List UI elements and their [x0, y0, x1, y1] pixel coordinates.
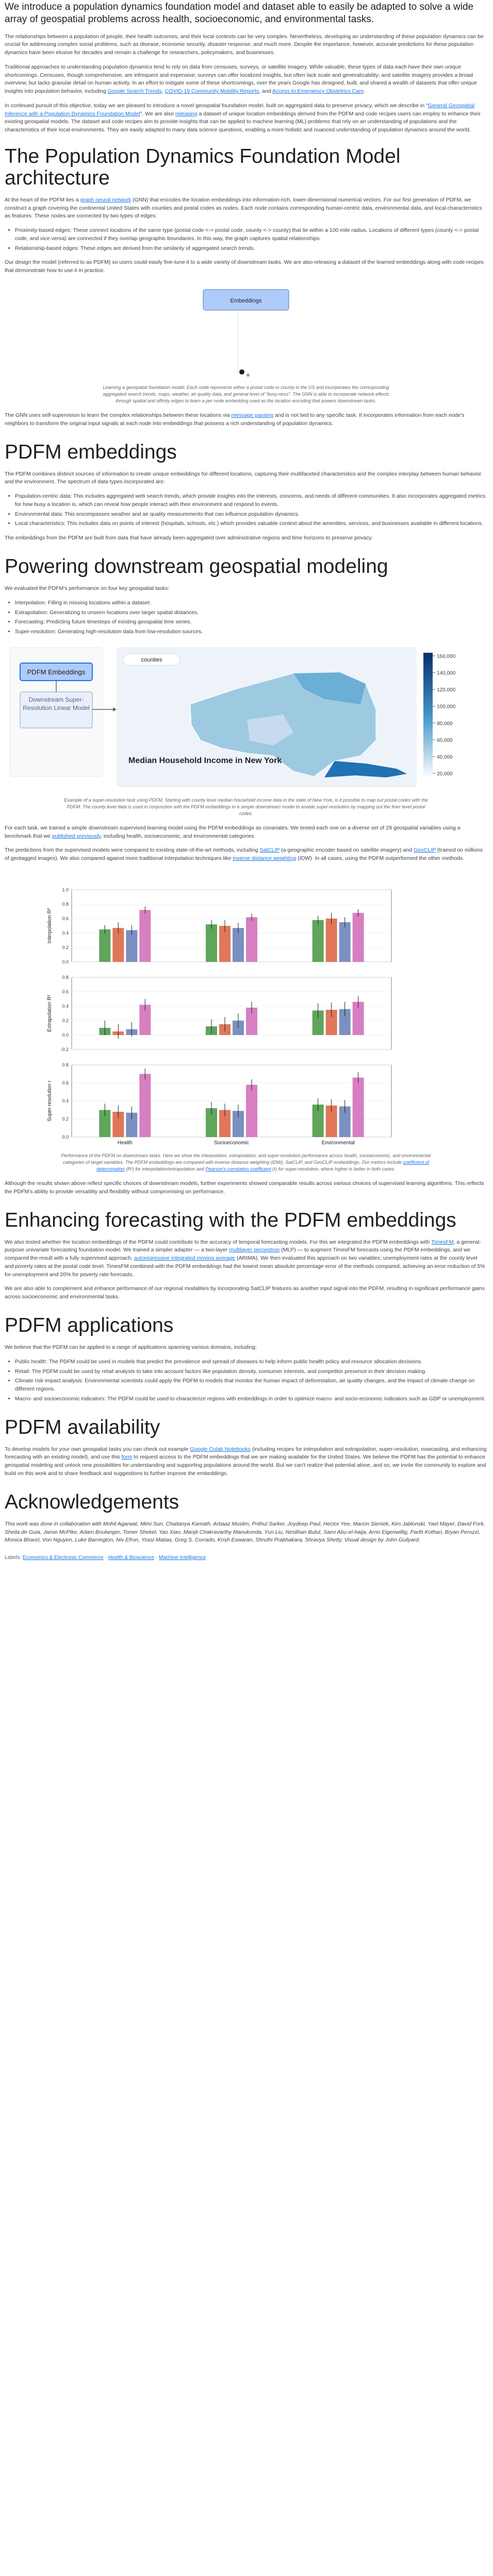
perf-caption-text-b: (R²) for interpolation/extrapolation and	[126, 1166, 204, 1172]
x-tick-label: Environmental	[321, 1140, 355, 1146]
label-link[interactable]: Machine Intelligence	[159, 1555, 206, 1561]
intro-paragraph-3	[5, 102, 487, 134]
graph-node	[247, 374, 250, 377]
y-tick-label: 0.8	[62, 974, 69, 980]
intro-p3-text-b: ". We are also	[140, 110, 174, 117]
link-timesfm[interactable]: TimesFM	[431, 1239, 454, 1245]
link-colab-notebooks[interactable]: Google Colab Notebooks	[190, 1446, 251, 1452]
link-geoclip[interactable]: GeoCLIP	[414, 847, 436, 854]
list-item: • Retail: The PDFM could be used by retail analysts to take into account factors like population density, consumer interests, and competitor presence in their decision making.	[15, 1368, 487, 1376]
fc-p1-text-d: (ARIMA). We then evaluated this approach on two variables: unemployment rates at the county level and poverty rates at the postal code level. TimesFM combined with the PDFM embeddings had the lowest mean absolute percentage error of the methods compared, achieving an error reduction of 5% for unemployment and 20% for poverty rate forecasts.	[5, 1255, 485, 1278]
link-arima[interactable]: autoregressive integrated moving average	[134, 1255, 236, 1262]
list-item: • Proximity-based edges: These connect locations of the same type (postal code <-> postal code, county <-> county) that lie within a 100 mile radius. Locations of different types (county <-> postal code, and vice versa) are connected if they overlap geographic boundaries. In this way, the graph captures spatial relationships.	[15, 227, 487, 243]
y-tick-label: 0.0	[62, 1134, 69, 1140]
forecasting-title: Enhancing forecasting with the PDFM embeddings	[5, 1209, 456, 1231]
list-item: • Local characteristics: This includes data on points of interest (hospitals, schools, etc.) which provides valuable context about the amenities, services, and businesses available in different locations.	[15, 520, 487, 528]
y-tick-label: 0.0	[62, 1032, 69, 1038]
link-published-previously[interactable]: published previously	[52, 833, 101, 839]
chart-panel	[47, 1062, 391, 1146]
embeddings-paragraph-2: The embeddings from the PDFM are built from data that have already been aggregated over administrative regions and time horizons to preserve privacy.	[5, 535, 373, 541]
y-tick-label: 0.0	[62, 959, 69, 964]
link-multilayer-perceptron[interactable]: multilayer perceptron	[229, 1247, 280, 1253]
list-item: • Macro- and socioeconomic indicators: The PDFM could be used to characterize regions with embeddings in order to optimize macro- and socio-economic indicators such as GDP or unemployment.	[15, 1395, 487, 1403]
intro-p3-text-a: In continued pursuit of this objective, today we are pleased to introduce a novel geospatial foundation model, built on aggregated data to preserve privacy, which we describe in "	[5, 102, 428, 109]
av-p1-text-c: to request access to the PDFM embeddings that we are making available for the United States. We believe the PDFM has the potential to enhance geospatial modeling and unlock new possibilities for understanding and supporting populations around the world. But we can't realize that potential alone, and so, we invite the community to explore and build on this work and to share feedback and suggestions to further improve the embeddings.	[5, 1454, 486, 1477]
pow-p2-text-a: For each task, we trained a simple downstream supervised learning model using the PDFM embeddings as covariates. We tested each one on a diverse set of 29 geospatial variables using a benchmark that we	[5, 824, 461, 839]
downstream-model-text	[22, 696, 90, 727]
data-types-list	[5, 493, 487, 528]
bar	[246, 917, 257, 962]
y-tick-label: 0.6	[62, 989, 69, 994]
intro-p2-sep1: ,	[161, 88, 163, 94]
bar	[326, 919, 337, 962]
forecasting-paragraph-2: We are also able to complement and enhance performance of our regional modalities by incorporating SatCLIP features as another input signal into the PDFM, resulting in significant performance gains across socioeconomic and environmental tasks.	[5, 1285, 485, 1300]
blog-article	[5, 0, 487, 1562]
list-item: • Interpolation: Filling in missing locations within a dataset.	[15, 599, 487, 607]
link-access-emergency-obstetrics[interactable]: Access to Emergency Obstetrics Care	[272, 88, 364, 94]
powering-title: Powering downstream geospatial modeling	[5, 555, 388, 578]
list-item: • Population-centric data: This includes aggregated web search trends, which provide insights into the interests, concerns, and needs of different communities. It also incorporates aggregated metrics for how busy a location is, which can reveal how people interact with their environment and respond to events.	[15, 493, 487, 509]
y-tick-label: 0.6	[62, 1080, 69, 1086]
labels-prefix: Labels:	[5, 1555, 22, 1561]
list-item: • Climate risk impact analysis: Environmental scientists could apply the PDFM to models that monitor the human impact of deforestation, air quality changes, and the impact of climate change on different regions.	[15, 1377, 487, 1394]
perf-caption-text-c: (r) for super-resolution, where higher is better in both cases.	[272, 1166, 396, 1172]
bar	[339, 922, 351, 962]
architecture-paragraph-3	[5, 412, 487, 428]
performance-chart-figure	[5, 869, 487, 1153]
y-tick-label: -0.2	[60, 1046, 69, 1052]
list-item: • Public health: The PDFM could be used in models that predict the prevalence and spread of diseases to help inform public health policy and resource allocation decisions.	[15, 1358, 487, 1366]
powering-paragraph-4: Although the results shown above reflect specific choices of downstream models, further experiments showed comparable results across various choices of supervised learning algorithms. This reflects the PDFM's ability to provide versatility and flexibility without compromising on performance.	[5, 1180, 484, 1195]
map-colorbar	[423, 653, 433, 776]
list-item: • Forecasting: Predicting future timesteps of existing geospatial time series.	[15, 618, 487, 626]
edge-type-list	[5, 227, 487, 252]
y-tick-label: 0.2	[62, 1116, 69, 1122]
embeddings-paragraph-1: The PDFM combines distinct sources of information to create unique embeddings for different locations, capturing their multifaceted characteristics and the complex interplay between human behavior and the environment. The spectrum of data types incorporated are:	[5, 470, 482, 485]
architecture-figure	[5, 281, 487, 384]
counties-chip-label: counties	[141, 656, 162, 663]
y-tick-label: 0.6	[62, 916, 69, 921]
colorbar-tick-label: 100,000	[437, 704, 456, 710]
acknowledgements-text: This work was done in collaboration with Mohit Agarwal, Mimi Sun, Chaitanya Kamath, Arbaaz Muslim, Prithul Sarker, Joydeep Paul, Hector Yee, Marcin Sieniek, Kim Jablonski, Yael Mayer, David Fork, Sheila de Guia, Jamie McPike, Adam Boulanger, Tomer Shekel, Yao Xiao, Manjit Chakravarthy Manukonda, Yun Liu, Neslihan Bulut, Sami Abu-el-haija, Arno Eigenwillig, Parth Kothari, Bryan Perozzi, Monica Bharel, Von Nguyen, Luke Barrington, Niv Efron, Yossi Matias, Greg S. Corrado, Krish Eswaran, Shruthi Prabhakara, Shravya Shetty, Visual design by John Guilyard.	[5, 1520, 485, 1544]
colorbar-tick-label: 60,000	[437, 737, 453, 743]
link-google-search-trends[interactable]: Google Search Trends	[107, 88, 162, 94]
arch-p1-text-a: At the heart of the PDFM lies a	[5, 196, 79, 203]
super-resolution-caption: Example of a super-resolution task using PDFM. Starting with county level median household income data in the state of New York, is it possible to map out postal codes with the PDFM. The county level data is used in conjunction with the PDFM embeddings in a simple downstream model to enable super-resolution by mapping out the finer level postal codes.	[64, 797, 428, 816]
powering-paragraph-2	[5, 824, 487, 841]
link-request-form[interactable]: form	[121, 1454, 133, 1461]
intro-p2-text: Traditional approaches to understanding population dynamics tend to rely on data from censuses, surveys, or satellite imagery. While valuable, these types of data each have their own unique shortcomings. Censuses, though comprehensive, are infrequent and expensive; surveys can offer localized insights, but often lack scale and generalizability; and satellite imagery provides a broad overview, but lacks granular detail on human activity. In an effort to mitigate some of these shortcomings, over the years Google has designed, built, and shared a wealth of datasets that offer unique insights into population behavior, including	[5, 63, 477, 94]
y-tick-label: 0.4	[62, 930, 69, 936]
label-link[interactable]: Health & Bioscience	[108, 1555, 155, 1561]
colorbar-tick-label: 20,000	[437, 771, 453, 777]
colorbar-tick-label: 120,000	[437, 687, 456, 693]
performance-caption	[60, 1153, 432, 1173]
bar	[99, 929, 110, 962]
map-title: Median Household Income in New York	[128, 756, 282, 765]
availability-paragraph-1	[5, 1446, 487, 1478]
x-tick-label: Socioeconomic	[214, 1140, 249, 1146]
link-inverse-distance-weighting[interactable]: inverse distance weighting	[233, 855, 297, 862]
powering-paragraph-1: We evaluated the PDFM's performance on four key geospatial tasks:	[5, 585, 170, 592]
intro-paragraph-1: The relationships between a population of people, their health outcomes, and their local contexts can be very complex. Nevertheless, developing an understanding of these population dynamics can be crucial for addressing complex social problems, such as disease, economic security, disaster response, and much more. Despite the importance, however, accurate predictions for these population dynamics have been elusive for decades and remain a challenge for researchers, policymakers, and businesses.	[5, 33, 484, 56]
av-p1-text-a: To develop models for your own geospatial tasks you can check out example	[5, 1446, 189, 1452]
fc-p1-text-b: , a general-purpose univariate forecasting foundation model. We trained a simpler adapter — a two-layer	[5, 1239, 481, 1253]
y-tick-label: 1.0	[62, 887, 69, 892]
bar	[353, 913, 364, 962]
link-covid-mobility-reports[interactable]: COVID-19 Community Mobility Reports	[165, 88, 259, 94]
av-p1-text-b: (including recipes for interpolation and extrapolation, super-resolution, nowcasting, and enhancing forecasting with an existing model), and use this	[5, 1446, 487, 1461]
colorbar-tick-label: 40,000	[437, 754, 453, 760]
graph-node	[239, 369, 244, 375]
colorbar-ticks	[433, 654, 456, 777]
architecture-graphic	[5, 281, 487, 384]
embeddings-label: Embeddings	[230, 297, 262, 304]
arch-p3-text-b: and is not tied to any specific task. It incorporates information from each node's neighbors to transform the original input signals at each node into embeddings that possess a rich understanding of population dynamics.	[5, 412, 465, 427]
link-satclip[interactable]: SatCLIP	[259, 847, 280, 854]
arrow-head	[113, 707, 117, 711]
bar	[233, 928, 244, 962]
powering-paragraph-3	[5, 846, 487, 863]
y-tick-label: 0.4	[62, 1098, 69, 1104]
forecasting-paragraph-1	[5, 1239, 487, 1279]
applications-paragraph-1: We believe that the PDFM can be applied to a range of applications spanning various domains, including:	[5, 1344, 257, 1351]
link-graph-neural-network[interactable]: graph neural network	[80, 196, 132, 203]
pow-p3-text-b: (a geographic encoder based on satellite imagery) and	[281, 847, 413, 854]
link-pearson-correlation[interactable]: Pearson's correlation coefficient	[205, 1166, 271, 1172]
label-link[interactable]: Economics & Electronic Commerce	[23, 1555, 104, 1561]
link-coefficient-of-determination[interactable]: coefficient of determination	[96, 1160, 429, 1172]
intro-heading: We introduce a population dynamics foundation model and dataset able to easily be adapted to solve a wide array of geospatial problems across health, socioeconomic, and environmental tasks.	[5, 2, 474, 25]
y-tick-label: 0.2	[62, 1018, 69, 1023]
acknowledgements-title: Acknowledgements	[5, 1490, 179, 1513]
link-paper[interactable]: General Geospatial Inference with a Population Dynamics Foundation Model	[5, 102, 475, 117]
colorbar-tick-label: 80,000	[437, 721, 453, 727]
link-message-passing[interactable]: message passing	[231, 412, 274, 419]
bar	[313, 920, 324, 962]
architecture-paragraph-2: Our design the model (referred to as PDFM) so users could easily fine-tune it to a wide variety of downstream tasks. We are also releasing a dataset of the learned embeddings along with code recipes that demonstrate how to use it in practice.	[5, 259, 484, 274]
y-axis-label: Interpolation R²	[47, 908, 53, 944]
y-tick-label: 0.2	[62, 944, 69, 950]
performance-chart	[5, 869, 487, 1153]
y-axis-label: Extrapolation R²	[47, 995, 53, 1032]
architecture-title: The Population Dynamics Foundation Model architecture	[5, 145, 401, 189]
bar	[206, 924, 217, 962]
arch-p3-text-a: The GNN uses self-supervision to learn the complex relationships between these locations via	[5, 412, 230, 419]
graph-nodes	[238, 310, 250, 377]
y-tick-label: 0.4	[62, 1003, 69, 1009]
x-tick-label: Health	[117, 1140, 133, 1146]
map-title-line	[128, 756, 282, 765]
fc-p1-text-a: We also tested whether the location embeddings of the PDFM could contribute to the accuracy of temporal forecasting models. For this we integrated the PDFM embeddings with	[5, 1239, 430, 1245]
chart-panel	[47, 887, 391, 964]
list-item: • Extrapolation: Generalizing to unseen locations over larger spatial distances.	[15, 609, 487, 617]
applications-list	[5, 1358, 487, 1403]
perf-caption-text-a: Performance of the PDFM on downstream tasks. Here we show the interpolation, extrapolation, and super-resolution performance across health, socioeconomic, and environmental categories of target variables. The PDFM embeddings are compared with inverse distance weighting (IDW), SatCLIP, and GeoCLIP embeddings. Our metrics include	[61, 1153, 431, 1165]
pow-p3-text-c: (trained on millions of geotagged images). We also compared against more traditional interpolation techniques like	[5, 847, 483, 862]
pow-p3-text-d: (IDW). In all cases, using the PDFM outperformed the other methods.	[298, 855, 465, 862]
bar	[139, 1074, 151, 1137]
downstream-model-label: Downstream Super-Resolution Linear Model	[23, 696, 90, 711]
applications-title: PDFM applications	[5, 1314, 174, 1336]
list-item: • Relationship-based edges: These edges are derived from the similarity of aggregated search trends.	[15, 245, 487, 253]
colorbar-tick-label: 140,000	[437, 670, 456, 676]
list-item: • Super-resolution: Generating high-resolution data from low-resolution sources.	[15, 628, 487, 636]
y-tick-label: 0.8	[62, 1062, 69, 1067]
intro-p2-sep2: , and	[259, 88, 271, 94]
labels-footer: Labels: Economics & Electronic Commerce · Health & Bioscience · Machine Intelligence	[5, 1555, 206, 1561]
colorbar-tick-label: 160,000	[437, 653, 456, 659]
super-resolution-diagram	[5, 642, 487, 797]
pdfm-embeddings-label: PDFM Embeddings	[27, 668, 86, 676]
y-axis-label: Super-resolution r	[47, 1080, 53, 1122]
arch-p1-text-b: (GNN) that encodes the location embeddings into information-rich, lower-dimensional numerical vectors. For our first generation of PDFM, we construct a graph covering the continental United States with counties and postal codes as nodes. Each node contains corresponding human-centric data, environmental data, and local characteristics as features. These nodes are connected by two types of edges:	[5, 196, 482, 219]
architecture-caption: Learning a geospatial foundation model. Each node represents either a postal code or county in the US and incorporates the corresponding aggregated search trends, maps, weather, air quality data, and general level of "busy-ness". The GNN is able to incorporate network effects through spatial and affinity edges to learn a per node embedding used as the location encoding that powers downstream tasks.	[103, 384, 389, 404]
intro-paragraph-2	[5, 63, 487, 96]
bar	[246, 1084, 257, 1137]
list-item: • Environmental data: This encompasses weather and air quality measurements that can influence population dynamics.	[15, 511, 487, 519]
intro-p2-end: .	[364, 88, 366, 94]
y-tick-label: 0.8	[62, 901, 69, 907]
bar	[353, 1077, 364, 1137]
chart-panel	[47, 975, 391, 1052]
pow-p3-text-a: The predictions from the supervised models were compared to existing state-of-the-art methods, including	[5, 847, 258, 854]
availability-title: PDFM availability	[5, 1416, 160, 1438]
intro-p3-text-c: a dataset of unique location embeddings derived from the PDFM and code recipes users can employ to enhance their existing geospatial models. The dataset and code recipes aim to provide insights that can be applied to machine learning (ML) problems that rely on an understanding of populations and the characteristics of their local environments. They are easily adapted to many data science questions, enabling a more holistic and nuanced understanding of population dynamics around the world.	[5, 110, 481, 133]
tasks-list	[5, 599, 487, 636]
bar	[139, 910, 151, 962]
fc-p1-text-c: (MLP) — to augment TimesFM forecasts using the PDFM embeddings, and we compared the result with a fully supervised approach,	[5, 1247, 471, 1262]
pow-p2-text-b: , including health, socioeconomic, and environmental categories.	[101, 833, 256, 839]
super-resolution-figure	[5, 642, 487, 797]
link-releasing[interactable]: releasing	[175, 110, 198, 117]
embeddings-title: PDFM embeddings	[5, 440, 177, 463]
architecture-paragraph-1	[5, 196, 487, 221]
